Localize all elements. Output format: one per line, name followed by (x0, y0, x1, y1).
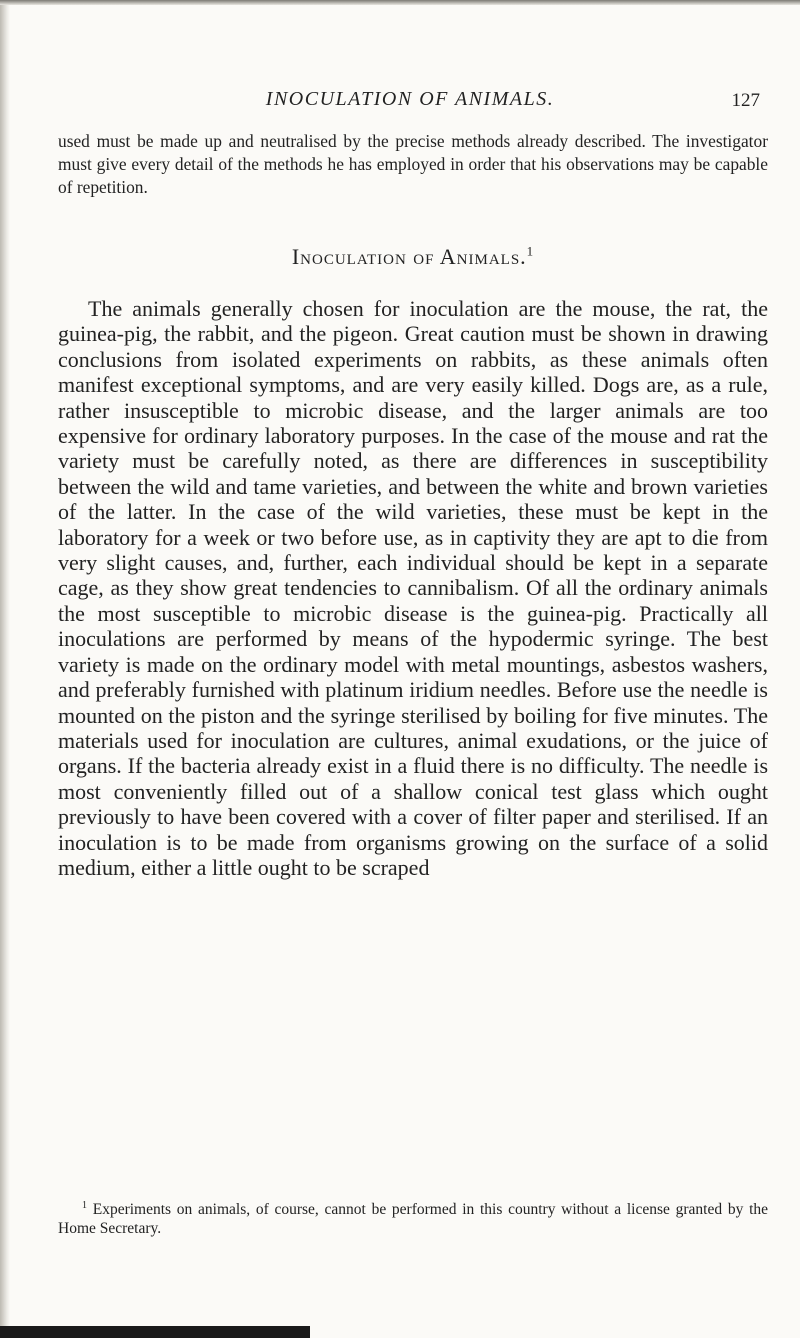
footnote-text: Experiments on animals, of course, cannot be performed in this country without a license granted by the Home Secretary. (58, 1201, 769, 1237)
running-title: INOCULATION OF ANIMALS. (265, 88, 555, 110)
paragraph-1-text: used must be made up and neutralised by the precise methods already described. The investigator must give every detail of the methods he has employed in order that his observations may be capable of repetition. (58, 131, 768, 197)
section-heading-text: Inoculation of Animals. (291, 244, 527, 269)
heading-footnote-mark: 1 (526, 243, 535, 259)
book-spine-shadow (0, 0, 10, 1338)
page-number: 127 (731, 90, 760, 111)
page-top-edge (0, 0, 800, 5)
paragraph-main (58, 296, 768, 880)
paragraph-2-text: The animals generally chosen for inoculation are the mouse, the rat, the guinea-pig, the rabbit, and the pigeon. Great caution must be shown in drawing conclusions from isolated experiments on rabbits, as these animals often manifest exceptional symptoms, and are very easily killed. Dogs are, as a rule, rather insusceptible to microbic disease, and the larger animals are too expensive for ordinary laboratory purposes. In the case of the mouse and rat the variety must be carefully noted, as there are differences in susceptibility between the wild and tame varieties, and between the white and brown varieties of the latter. In the case of the wild varieties, these must be kept in the laboratory for a week or two before use, as in captivity they are apt to die from very slight causes, and, further, each individual should be kept in a separate cage, as they show great tendencies to cannibalism. Of all the ordinary animals the most susceptible to microbic disease is the guinea-pig. Practically all inoculations are performed by means of the hypodermic syringe. The best variety is made on the ordinary model with metal mountings, asbestos washers, and preferably furnished with platinum iridium needles. Before use the needle is mounted on the piston and the syringe sterilised by boiling for five minutes. The materials used for inoculation are cultures, animal exudations, or the juice of organs. If the bacteria already exist in a fluid there is no difficulty. The needle is most conveniently filled out of a shallow conical test glass which ought previously to have been covered with a cover of filter paper and sterilised. If an inoculation is to be made from organisms growing on the surface of a solid medium, either a little ought to be scraped (58, 296, 768, 880)
section-heading (58, 244, 768, 270)
footnote-mark: 1 (82, 1199, 87, 1211)
footnote (58, 1200, 768, 1238)
paragraph-continued (58, 130, 768, 198)
page-header (60, 88, 760, 118)
page-bottom-edge (0, 1326, 310, 1338)
